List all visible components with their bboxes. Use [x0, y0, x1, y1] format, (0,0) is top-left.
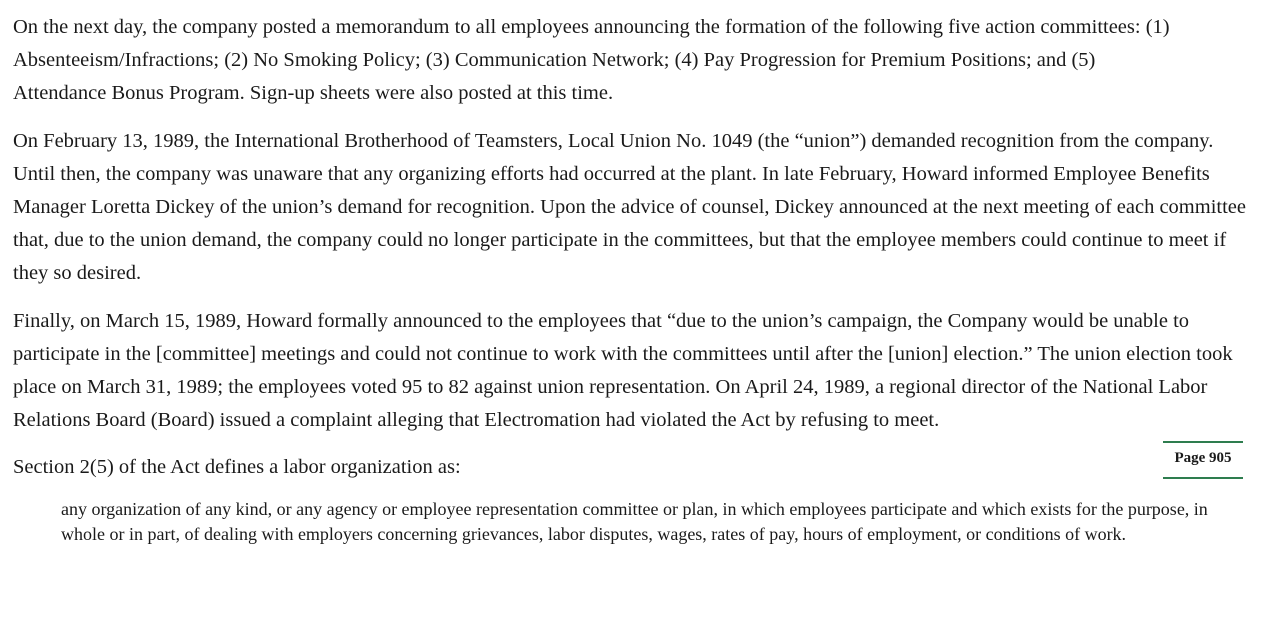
document-body: [13, 11, 1253, 548]
page-number-marker: Page 905: [1163, 441, 1243, 479]
paragraph-election: Finally, on March 15, 1989, Howard formally announced to the employees that “due to the union’s campaign, the Company would be unable to participate in the [committee] meetings and could not continue to work with the committees until after the [union] election.” The union election took place on March 31, 1989; the employees voted 95 to 82 against union representation. On April 24, 1989, a regional director of the National Labor Relations Board (Board) issued a complaint alleging that Electromation had violated the Act by refusing to meet.: [13, 309, 1233, 432]
block-quote-definition: any organization of any kind, or any agency or employee representation committee or plan, in which employees participate and which exists for the purpose, in whole or in part, of dealing with employers concerning grievances, labor disputes, wages, rates of pay, hours of employment, or conditions of work.: [61, 498, 1208, 545]
paragraph-committees: On the next day, the company posted a memorandum to all employees announcing the formation of the following five action committees: (1) Absenteeism/Infractions; (2) No Smoking Policy; (3) Communication Network; (4) Pay Progression for Premium Positions; and (5) Attendance Bonus Program. Sign-up sheets were also posted at this time.: [13, 16, 1170, 105]
paragraph-union-demand: On February 13, 1989, the International Brotherhood of Teamsters, Local Union No. 1049 (the “union”) demanded recognition from the company. Until then, the company was unaware that any organizing efforts had occurred at the plant. In late February, Howard informed Employee Benefits Manager Loretta Dickey of the union’s demand for recognition. Upon the advice of counsel, Dickey announced at the next meeting of each committee that, due to the union demand, the company could no longer participate in the committees, but that the employee members could continue to meet if they so desired.: [13, 129, 1246, 285]
section-definition-row: [13, 451, 1253, 484]
paragraph-section-definition: Section 2(5) of the Act defines a labor organization as:: [13, 456, 461, 479]
